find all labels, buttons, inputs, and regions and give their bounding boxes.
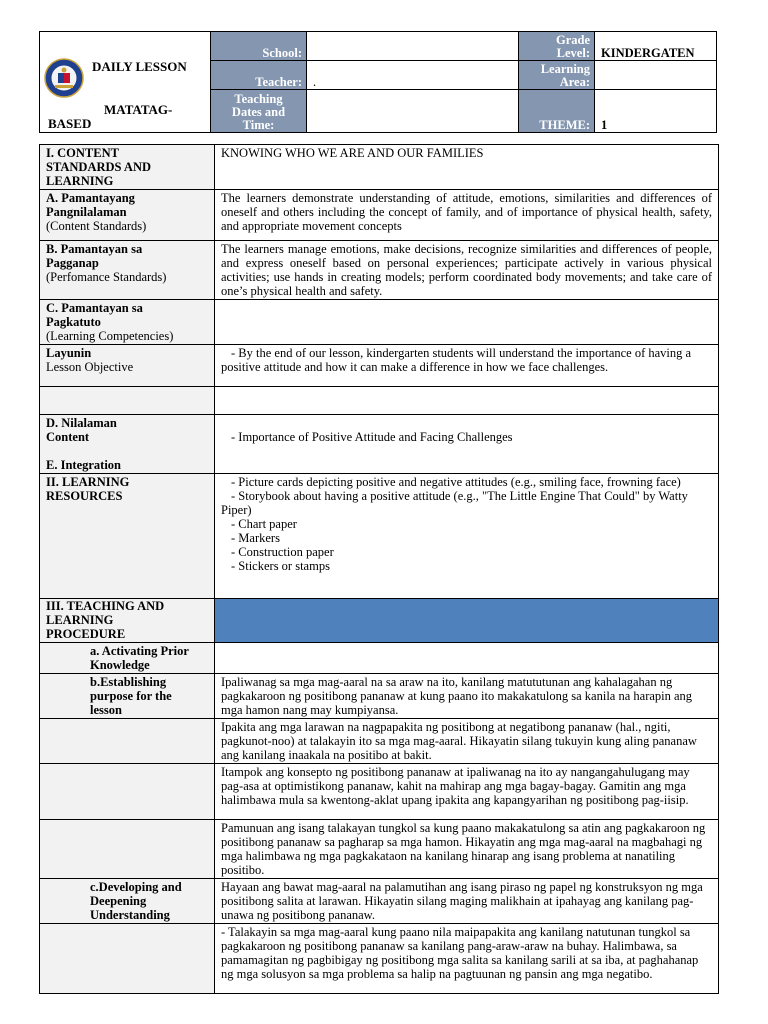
table-row	[40, 879, 719, 924]
content-label: I. CONTENT STANDARDS AND LEARNING	[40, 145, 215, 190]
list-item: - Chart paper	[231, 517, 297, 531]
header-table	[39, 31, 717, 133]
nilalaman-text: - Importance of Positive Attitude and Facing Challenges	[215, 415, 719, 474]
resources-label: II. LEARNING RESOURCES	[40, 474, 215, 599]
table-row	[40, 415, 719, 474]
teacher-label: Teacher:	[211, 61, 307, 90]
empty-label	[40, 387, 215, 415]
table-row	[40, 145, 719, 190]
list-item: - Stickers or stamps	[231, 559, 330, 573]
establishing-text-3: Itampok ang konsepto ng positibong pananaw at ipaliwanag na ito ay nangangahulugang may pag-asa at optimistikong pananaw, kahit na mahirap ang mga bagay-bagay. Gamitin ang mga halimbawa mula sa kwentong-aklat upang ipakita ang kapangyarihan ng positibong pag-iisip.	[215, 764, 719, 820]
theme-label: THEME:	[519, 90, 595, 133]
empty-text	[215, 387, 719, 415]
table-row	[40, 820, 719, 879]
establishing-label: b.Establishing purpose for the lesson	[40, 674, 215, 719]
document-title: DAILY LESSON	[92, 59, 187, 74]
blank-label	[40, 764, 215, 820]
list-item: - Storybook about having a positive attitude (e.g., "The Little Engine That Could" by Watty Piper)	[221, 489, 688, 517]
establishing-text-2: Ipakita ang mga larawan na nagpapakita ng positibong at negatibong pananaw (hal., ngiti, pagkunot-noo) at talakayin ito sa mga mag-aaral. Hikayatin silang tukuyin kung aling pananaw ang kanilang inaakala na positibo at bakit.	[215, 719, 719, 764]
pamantayang-text: The learners demonstrate understanding of attitude, emotions, similarities and differences of oneself and others including the concept of family, and of importance of physical health, safety, and appropriate movement concepts	[215, 190, 719, 241]
table-row	[40, 599, 719, 643]
table-row	[40, 474, 719, 599]
lesson-table	[39, 144, 719, 994]
resources-list	[215, 474, 719, 599]
dates-label: Teaching Dates and Time:	[211, 90, 307, 133]
establishing-text-1: Ipaliwanag sa mga mag-aaral na sa araw na ito, kanilang matututunan ang kahalagahan ng pagkakaroon ng positibong pananaw at kung paano ito makakatulong sa kanila na harapin ang mga hamon nang may kumpiyansa.	[215, 674, 719, 719]
school-field[interactable]	[307, 32, 519, 61]
developing-label: c.Developing and Deepening Understanding	[40, 879, 215, 924]
content-text: KNOWING WHO WE ARE AND OUR FAMILIES	[215, 145, 719, 190]
establishing-text-4: Pamunuan ang isang talakayan tungkol sa kung paano makakatulong sa atin ang pagkakaroon ng positibong pananaw sa pagharap sa mga hamon. Hikayatin ang mga mag-aaral na magbahagi ng mga halimbawa ng mga pagkakataon na kanilang hinarap ang isang problema at nanatiling positibo.	[215, 820, 719, 879]
activating-label: a. Activating Prior Knowledge	[40, 643, 215, 674]
school-label: School:	[211, 32, 307, 61]
document-subtitle-1: MATATAG-	[104, 102, 173, 117]
table-row	[40, 764, 719, 820]
pamantayang-label: A. Pamantayang Pangnilalaman (Content Standards)	[40, 190, 215, 241]
dates-field[interactable]	[307, 90, 519, 133]
header-logo-cell	[40, 32, 211, 133]
pagganap-text: The learners manage emotions, make decisions, recognize similarities and differences of people, and express oneself based on personal experiences; participate actively in various physical activities; use hands in creating models; perform coordinated body movements; and take care of one’s physical health and safety.	[215, 241, 719, 300]
table-row	[40, 387, 719, 415]
layunin-label: Layunin Lesson Objective	[40, 345, 215, 387]
procedure-label: III. TEACHING AND LEARNING PROCEDURE	[40, 599, 215, 643]
deped-seal-icon	[44, 58, 84, 98]
activating-text	[215, 643, 719, 674]
pagkatuto-label: C. Pamantayan sa Pagkatuto (Learning Competencies)	[40, 300, 215, 345]
table-row	[40, 345, 719, 387]
list-item: - Markers	[231, 531, 280, 545]
teacher-field[interactable]: .	[307, 61, 519, 90]
table-row	[40, 674, 719, 719]
developing-text-1: Hayaan ang bawat mag-aaral na palamutihan ang isang piraso ng papel ng konstruksyon ng mga positibong salita at larawan. Hikayatin silang maging malikhain at ipahayag ang kanilang pag-unawa ng positibong pananaw.	[215, 879, 719, 924]
table-row	[40, 241, 719, 300]
blank-label	[40, 924, 215, 994]
blank-label	[40, 719, 215, 764]
table-row	[40, 719, 719, 764]
table-row	[40, 300, 719, 345]
list-item: - Construction paper	[231, 545, 334, 559]
theme-value[interactable]: 1	[595, 90, 717, 133]
procedure-bar	[215, 599, 719, 643]
grade-level-label: Grade Level:	[519, 32, 595, 61]
learning-area-label: Learning Area:	[519, 61, 595, 90]
pagkatuto-text	[215, 300, 719, 345]
list-item: - Picture cards depicting positive and negative attitudes (e.g., smiling face, frowning face)	[231, 475, 681, 489]
learning-area-field[interactable]	[595, 61, 717, 90]
blank-label	[40, 820, 215, 879]
grade-level-value[interactable]: KINDERGATEN	[595, 32, 717, 61]
nilalaman-label: D. Nilalaman Content E. Integration	[40, 415, 215, 474]
table-row	[40, 924, 719, 994]
pagganap-label: B. Pamantayan sa Pagganap (Perfomance Standards)	[40, 241, 215, 300]
table-row	[40, 190, 719, 241]
document-subtitle-2: BASED	[48, 116, 92, 131]
layunin-text: - By the end of our lesson, kindergarten students will understand the importance of having a positive attitude and how it can make a difference in how we face challenges.	[215, 345, 719, 387]
developing-text-2: - Talakayin sa mga mag-aaral kung paano nila maipapakita ang kanilang natutunan tungkol sa pagkakaroon ng positibong pananaw sa kanilang pang-araw-araw na buhay. Halimbawa, sa pamamagitan ng pagbibigay ng positibong mga salita sa kanilang sarili at sa iba, at paghahanap ng mga solusyon sa mga problema sa halip na pagtuunan ng pansin ang mga negatibo.	[215, 924, 719, 994]
table-row	[40, 643, 719, 674]
